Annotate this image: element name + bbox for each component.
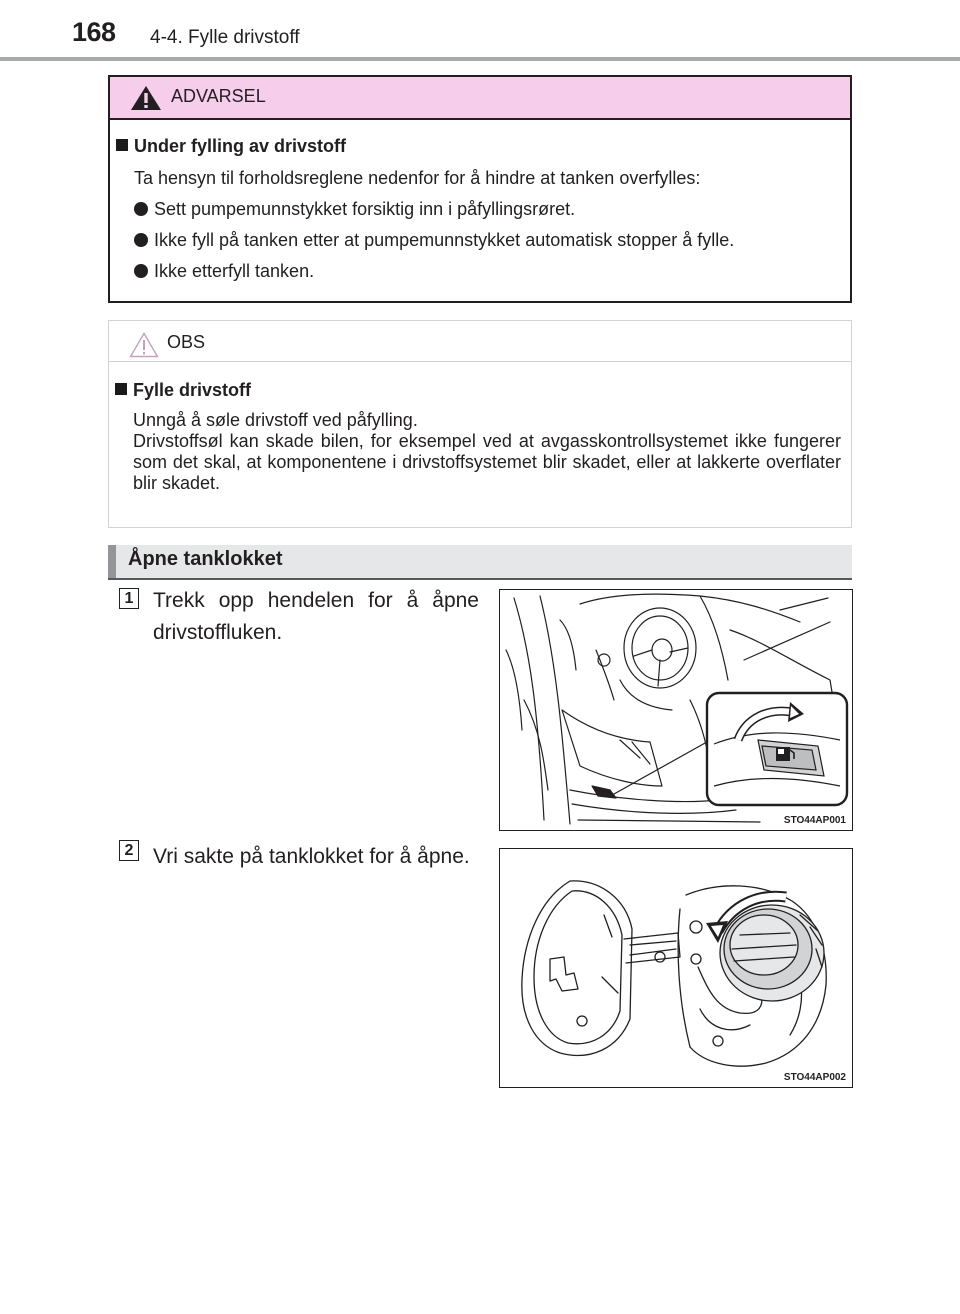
car-interior-illustration [500, 590, 853, 831]
notice-box [108, 320, 852, 528]
fuel-cap-illustration [500, 849, 853, 1088]
step-number-2: 2 [119, 840, 139, 861]
figure-fuel-cap [499, 848, 853, 1088]
notice-subheading-text: Fylle drivstoff [133, 380, 252, 400]
page-number: 168 [72, 17, 116, 47]
figure-fuel-door-lever [499, 589, 853, 831]
notice-header [109, 321, 851, 362]
figure-code: STO44AP001 [783, 815, 846, 826]
square-bullet-icon [115, 383, 127, 395]
lever-inset [707, 693, 847, 805]
warning-triangle-icon [130, 85, 162, 111]
caution-triangle-icon [129, 332, 159, 358]
notice-line: Unngå å søle drivstoff ved påfylling. [133, 410, 418, 430]
warning-subheading-text: Under fylling av drivstoff [134, 136, 347, 156]
warning-bullet-text: Ikke fyll på tanken etter at pumpemunnstykket automatisk stopper å fylle. [154, 230, 735, 250]
warning-bullet [134, 261, 314, 282]
step-1-text: Trekk opp hendelen for å åpne drivstoffluken. [153, 589, 479, 644]
subsection-heading [108, 545, 852, 580]
square-bullet-icon [116, 139, 128, 151]
notice-subheading [115, 380, 251, 401]
warning-header [110, 77, 850, 120]
warning-bullet-text: Sett pumpemunnstykket forsiktig inn i påfyllingsrøret. [154, 199, 576, 219]
warning-intro: Ta hensyn til forholdsreglene nedenfor for å hindre at tanken overfylles: [134, 168, 701, 188]
step-2-text: Vri sakte på tanklokket for å åpne. [153, 845, 470, 868]
round-bullet-icon [134, 264, 148, 278]
round-bullet-icon [134, 202, 148, 216]
warning-bullet [134, 199, 575, 220]
notice-paragraph: Drivstoffsøl kan skade bilen, for eksempel ved at avgasskontrollsystemet ikke fungerer som det skal, at komponentene i drivstoffsystemet blir skadet, eller at lakkerte overflater blir skadet. [133, 431, 841, 493]
subsection-title: Åpne tanklokket [128, 548, 283, 570]
warning-title: ADVARSEL [171, 86, 266, 106]
warning-bullet-text: Ikke etterfyll tanken. [154, 261, 315, 281]
notice-body [133, 410, 841, 494]
warning-bullet [134, 230, 734, 251]
section-title: 4-4. Fylle drivstoff [150, 27, 300, 48]
warning-subheading [116, 136, 346, 157]
step-number-1: 1 [119, 588, 139, 609]
heading-accent-bar [108, 545, 116, 578]
round-bullet-icon [134, 233, 148, 247]
header-rule [0, 57, 960, 61]
notice-title: OBS [167, 332, 206, 352]
warning-box [108, 75, 852, 303]
figure-code: STO44AP002 [783, 1072, 846, 1083]
